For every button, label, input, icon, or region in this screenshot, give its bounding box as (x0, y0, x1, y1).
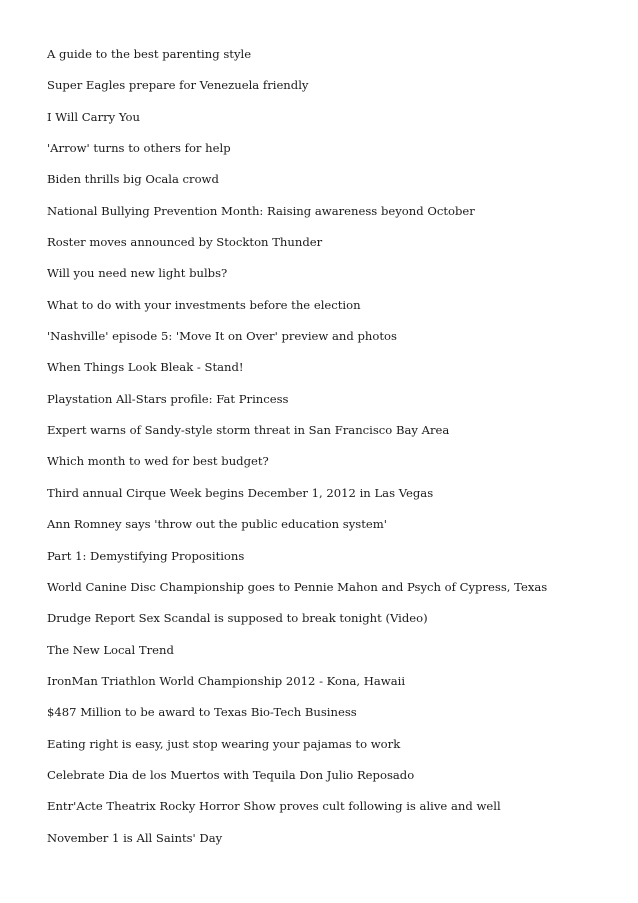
headline-item: Third annual Cirque Week begins December 1, 2012 in Las Vegas (47, 485, 434, 500)
headline-item: Super Eagles prepare for Venezuela friendly (47, 78, 309, 93)
headline-item: Which month to wed for best budget? (47, 454, 269, 469)
headline-item: I Will Carry You (47, 109, 140, 124)
headline-item: The New Local Trend (47, 642, 174, 657)
headline-item: 'Nashville' episode 5: 'Move It on Over' preview and photos (47, 329, 397, 344)
headline-item: What to do with your investments before the election (47, 297, 361, 312)
headline-item: Biden thrills big Ocala crowd (47, 172, 219, 187)
headline-item: Drudge Report Sex Scandal is supposed to break tonight (Video) (47, 611, 428, 626)
headline-item: Will you need new light bulbs? (47, 266, 228, 281)
headline-item: Expert warns of Sandy-style storm threat in San Francisco Bay Area (47, 423, 450, 438)
headline-item: 'Arrow' turns to others for help (47, 141, 231, 156)
headline-item: $487 Million to be award to Texas Bio-Tech Business (47, 705, 357, 720)
headline-item: Playstation All-Stars profile: Fat Princess (47, 391, 289, 406)
headline-item: Ann Romney says 'throw out the public education system' (47, 517, 387, 532)
headline-item: When Things Look Bleak - Stand! (47, 360, 244, 375)
headline-list (47, 47, 627, 862)
headline-item: Part 1: Demystifying Propositions (47, 548, 245, 563)
headline-item: A guide to the best parenting style (47, 47, 252, 61)
headline-item: Celebrate Dia de los Muertos with Tequila Don Julio Reposado (47, 767, 415, 782)
headline-item: Entr'Acte Theatrix Rocky Horror Show proves cult following is alive and well (47, 799, 501, 814)
headline-item: National Bullying Prevention Month: Raising awareness beyond October (47, 203, 475, 218)
headline-item: IronMan Triathlon World Championship 2012 - Kona, Hawaii (47, 673, 406, 688)
headline-item: November 1 is All Saints' Day (47, 830, 223, 845)
headline-item: Roster moves announced by Stockton Thunder (47, 235, 323, 250)
headline-item: World Canine Disc Championship goes to Pennie Mahon and Psych of Cypress, Texas (47, 579, 548, 594)
headline-item: Eating right is easy, just stop wearing your pajamas to work (47, 736, 401, 751)
